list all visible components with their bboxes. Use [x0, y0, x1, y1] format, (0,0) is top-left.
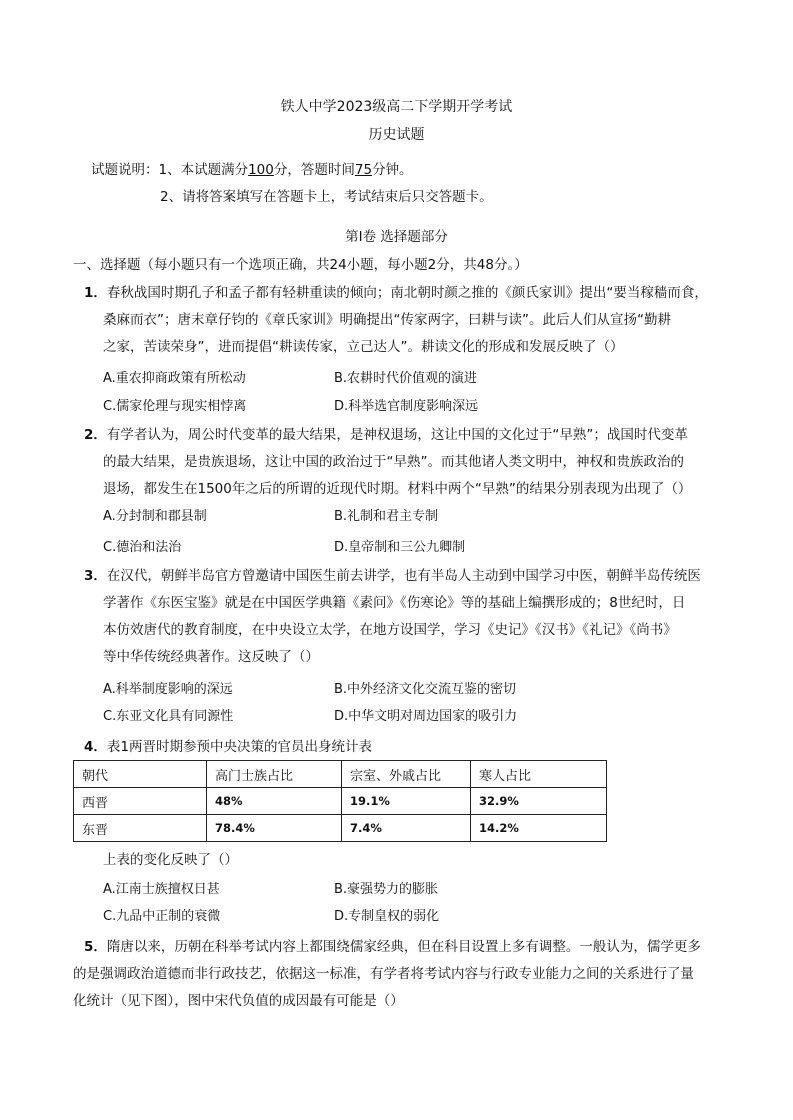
instructions-line-2: 2、请将答案填写在答题卡上，考试结束后只交答题卡。 [160, 189, 493, 205]
question-2-line-3: 退场，都发生在1500年之后的所谓的近现代时期。材料中两个“早熟”的结果分别表现为出现了（） [103, 481, 692, 497]
option-b: B.豪强势力的膨胀 [334, 882, 439, 897]
option-b: B.礼制和君主专制 [334, 509, 439, 524]
option-c: C.九品中正制的衰微 [103, 909, 221, 924]
question-4-after: 上表的变化反映了（） [103, 852, 238, 868]
question-3-line-4: 等中华传统经典著作。这反映了（） [103, 649, 319, 665]
option-d: D.科举选官制度影响深远 [334, 399, 479, 414]
exam-subtitle: 历史试题 [368, 127, 425, 143]
question-1-line-1: 1．春秋战国时期孔子和孟子都有轻耕重读的倾向；南北朝时颜之推的《颜氏家训》提出“要当稼穑而食， [84, 285, 708, 301]
table-cell: 西晋 [74, 788, 207, 815]
table-caption: 表1两晋时期参预中央决策的官员出身统计表 [106, 739, 372, 755]
option-a: A.重农抑商政策有所松动 [103, 371, 246, 386]
question-2-line-1: 2．有学者认为，周公时代变革的最大结果，是神权退场，这让中国的文化过于“早熟”；战国时代变革 [84, 427, 688, 443]
option-c: C.儒家伦理与现实相悖离 [103, 399, 247, 414]
table-cell: 14.2% [471, 815, 607, 842]
option-b: B.农耕时代价值观的演进 [334, 371, 478, 386]
table-header-cell: 朝代 [74, 761, 207, 788]
instructions-label: 试题说明： [91, 162, 159, 178]
question-number: 5． [84, 939, 107, 955]
table-cell: 48% [207, 788, 342, 815]
table-header-cell: 寒人占比 [471, 761, 607, 788]
table-cell: 32.9% [471, 788, 607, 815]
table-header-row [74, 761, 607, 788]
question-number: 1． [84, 285, 107, 301]
table-cell: 7.4% [342, 815, 471, 842]
table-header-cell: 宗室、外戚占比 [342, 761, 471, 788]
option-d: D.皇帝制和三公九卿制 [334, 540, 466, 555]
full-score: 100 [248, 162, 274, 178]
question-4-line-1 [84, 735, 372, 755]
option-b: B.中外经济文化交流互鉴的密切 [334, 682, 517, 697]
section-title: 第Ⅰ卷 选择题部分 [345, 229, 448, 245]
option-d: D.中华文明对周边国家的吸引力 [334, 709, 518, 724]
table-cell: 78.4% [207, 815, 342, 842]
question-3-line-1: 3．在汉代，朝鲜半岛官方曾邀请中国医生前去讲学，也有半岛人主动到中国学习中医，朝鲜半岛传统医 [84, 568, 701, 584]
question-1-line-3: 之家，苦读荣身”，进而提倡“耕读传家，立己达人”。耕读文化的形成和发展反映了（） [103, 339, 624, 355]
question-number: 2． [84, 427, 107, 443]
question-2-line-2: 的最大结果，是贵族退场，这让中国的政治过于“早熟”。而其他诸人类文明中，神权和贵族政治的 [103, 454, 684, 470]
question-3-line-2: 学著作《东医宝鉴》就是在中国医学典籍《素问》《伤寒论》等的基础上编撰形成的；8世纪时，日 [103, 595, 686, 611]
question-number: 3． [84, 568, 107, 584]
table-row [74, 788, 607, 815]
option-c: C.德治和法治 [103, 540, 182, 555]
question-3-line-3: 本仿效唐代的教育制度，在中央设立太学，在地方设国学，学习《史记》《汉书》《礼记》《尚书》 [103, 622, 677, 638]
table-cell: 19.1% [342, 788, 471, 815]
question-number: 4． [84, 739, 107, 755]
question-5-line-1: 5．隋唐以来，历朝在科举考试内容上都围绕儒家经典，但在科目设置上多有调整。一般认为，儒学更多 [84, 939, 701, 955]
table-header-cell: 高门士族占比 [207, 761, 342, 788]
instructions-line-1: 试题说明：1、本试题满分100分，答题时间75分钟。 [91, 162, 413, 178]
statistics-table [73, 760, 607, 842]
option-a: A.江南士族擅权日甚 [103, 882, 220, 897]
table-cell: 东晋 [74, 815, 207, 842]
exam-time: 75 [354, 162, 373, 178]
question-1-line-2: 桑麻而衣”；唐末章仔钧的《章氏家训》明确提出“传家两字，曰耕与读”。此后人们从宣扬“勤耕 [103, 312, 671, 328]
option-a: A.分封制和郡县制 [103, 509, 207, 524]
option-d: D.专制皇权的弱化 [334, 909, 440, 924]
section-heading: 一、选择题（每小题只有一个选项正确，共24小题，每小题2分，共48分。） [73, 257, 528, 273]
option-a: A.科举制度影响的深远 [103, 682, 233, 697]
table-row [74, 815, 607, 842]
question-5-line-3: 化统计（见下图），图中宋代负值的成因最有可能是（） [73, 993, 404, 1009]
question-5-line-2: 的是强调政治道德而非行政技艺，依据这一标准，有学者将考试内容与行政专业能力之间的关系进行了量 [73, 966, 694, 982]
option-c: C.东亚文化具有同源性 [103, 709, 234, 724]
exam-title: 铁人中学2023级高二下学期开学考试 [280, 99, 513, 115]
